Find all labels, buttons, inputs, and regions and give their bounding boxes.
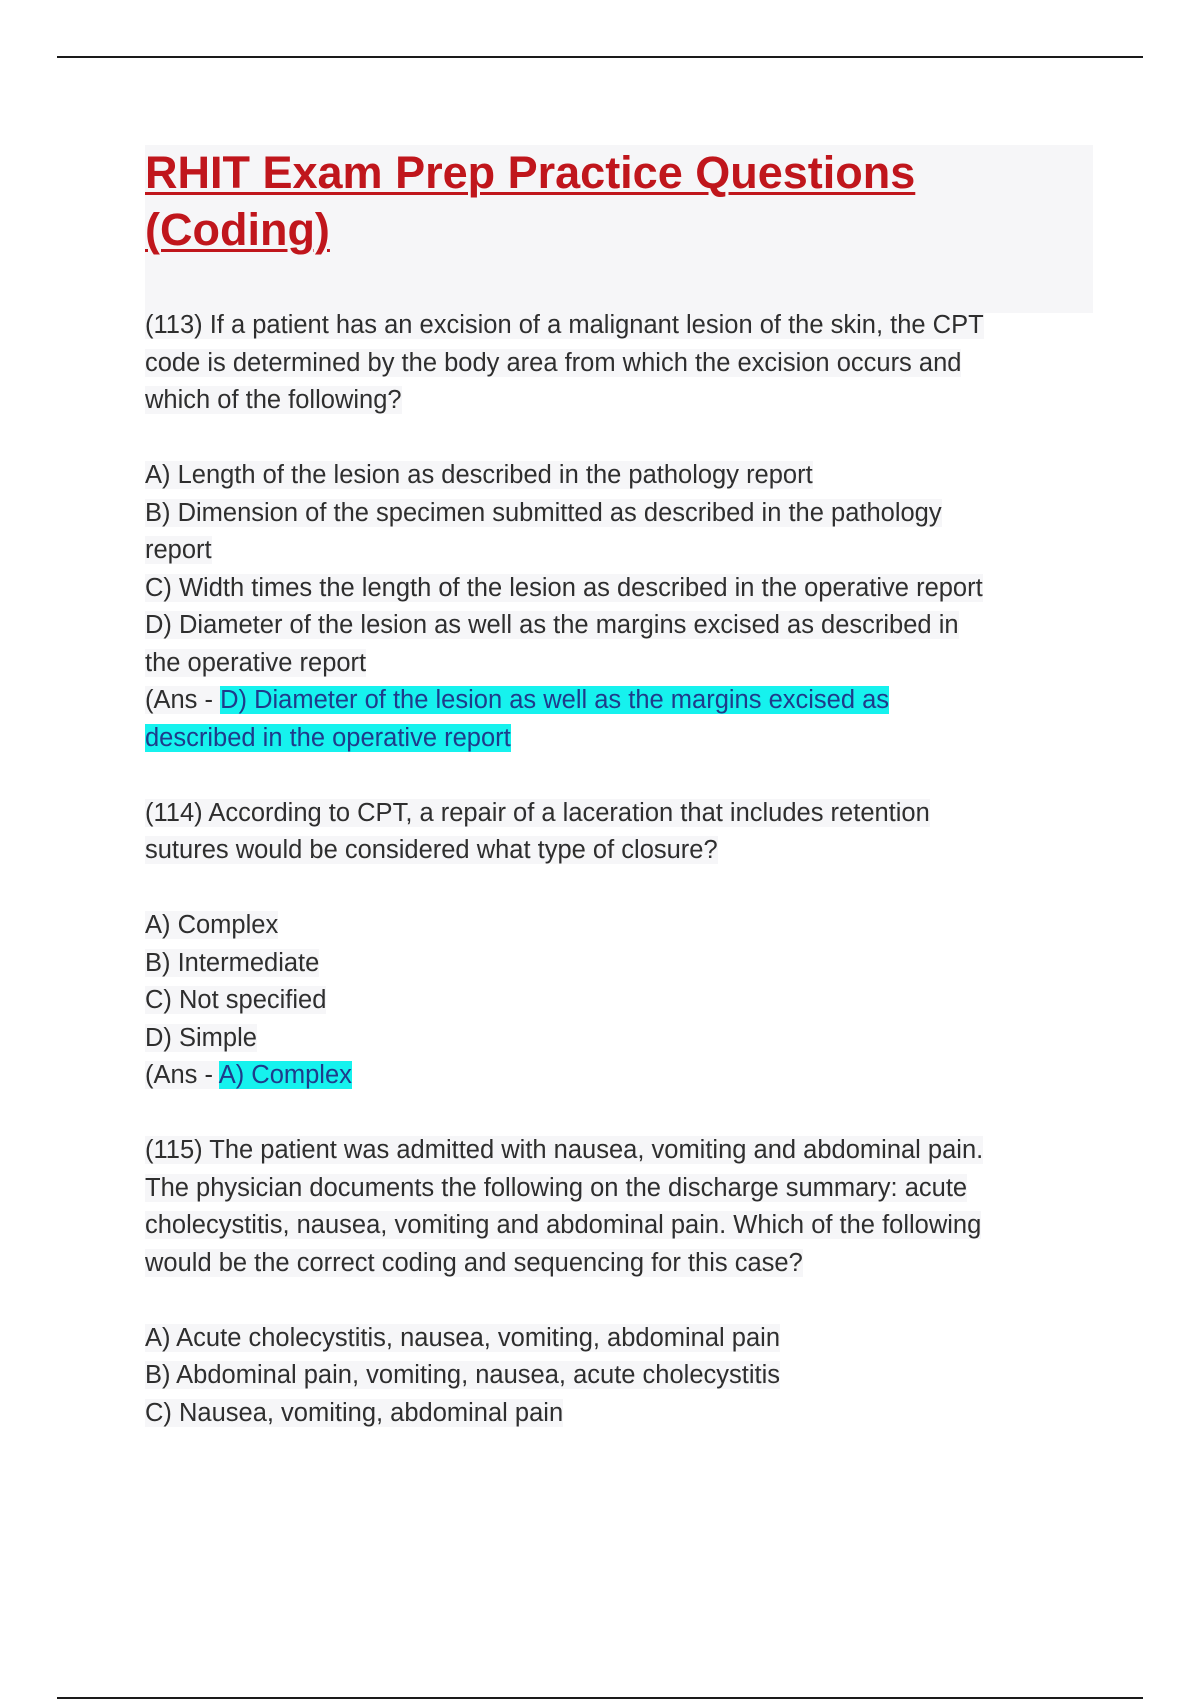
option-line: A) Acute cholecystitis, nausea, vomiting, abdominal pain [145, 1323, 781, 1352]
answer-highlight: D) Diameter of the lesion as well as the margins excised as [220, 686, 890, 714]
stem-line: sutures would be considered what type of closure? [145, 836, 718, 864]
stem-line: cholecystitis, nausea, vomiting and abdominal pain. Which of the following [145, 1211, 982, 1239]
answer-highlight: described in the operative report [145, 723, 511, 752]
title-line-1: RHIT Exam Prep Practice Questions [145, 147, 916, 198]
option-line: report [145, 536, 212, 564]
option-line: B) Dimension of the specimen submitted as described in the pathology [145, 498, 942, 527]
option-line: D) Diameter of the lesion as well as the margins excised as described in [145, 611, 959, 639]
answer-options [145, 1320, 1105, 1433]
answer-options [145, 907, 1105, 1057]
question-list [145, 307, 1105, 1432]
question-stem [145, 1132, 1105, 1282]
option-line: C) Nausea, vomiting, abdominal pain [145, 1398, 564, 1427]
answer-options [145, 457, 1105, 682]
answer-prefix: (Ans - [145, 1061, 219, 1089]
option-line: B) Intermediate [145, 948, 320, 977]
option-line: B) Abdominal pain, vomiting, nausea, acute cholecystitis [145, 1361, 781, 1389]
answer-key [145, 1057, 1105, 1095]
question-stem [145, 795, 1105, 870]
answer-prefix: (Ans - [145, 686, 221, 714]
stem-line: (113) If a patient has an excision of a malignant lesion of the skin, the CPT [145, 311, 984, 339]
question-115 [145, 1132, 1105, 1432]
title-line-2: (Coding) [145, 204, 330, 255]
answer-highlight: A) Complex [218, 1061, 352, 1089]
option-line: D) Simple [145, 1023, 257, 1052]
question-114 [145, 795, 1105, 1095]
option-line: C) Not specified [145, 986, 327, 1014]
stem-line: The physician documents the following on the discharge summary: acute [145, 1173, 968, 1202]
stem-line: would be the correct coding and sequencing for this case? [145, 1248, 803, 1277]
option-line: A) Length of the lesion as described in the pathology report [145, 461, 813, 489]
question-stem [145, 307, 1105, 420]
stem-line: code is determined by the body area from which the excision occurs and [145, 348, 962, 377]
option-line: A) Complex [145, 911, 279, 939]
stem-line: (115) The patient was admitted with nausea, vomiting and abdominal pain. [145, 1136, 984, 1164]
page-title [145, 144, 1045, 258]
option-line: the operative report [145, 648, 367, 677]
option-line: C) Width times the length of the lesion as described in the operative report [145, 573, 983, 602]
top-rule [57, 56, 1143, 58]
bottom-rule [57, 1697, 1143, 1699]
answer-key [145, 682, 1105, 757]
stem-line: which of the following? [145, 386, 402, 414]
stem-line: (114) According to CPT, a repair of a laceration that includes retention [145, 798, 930, 827]
question-113 [145, 307, 1105, 757]
